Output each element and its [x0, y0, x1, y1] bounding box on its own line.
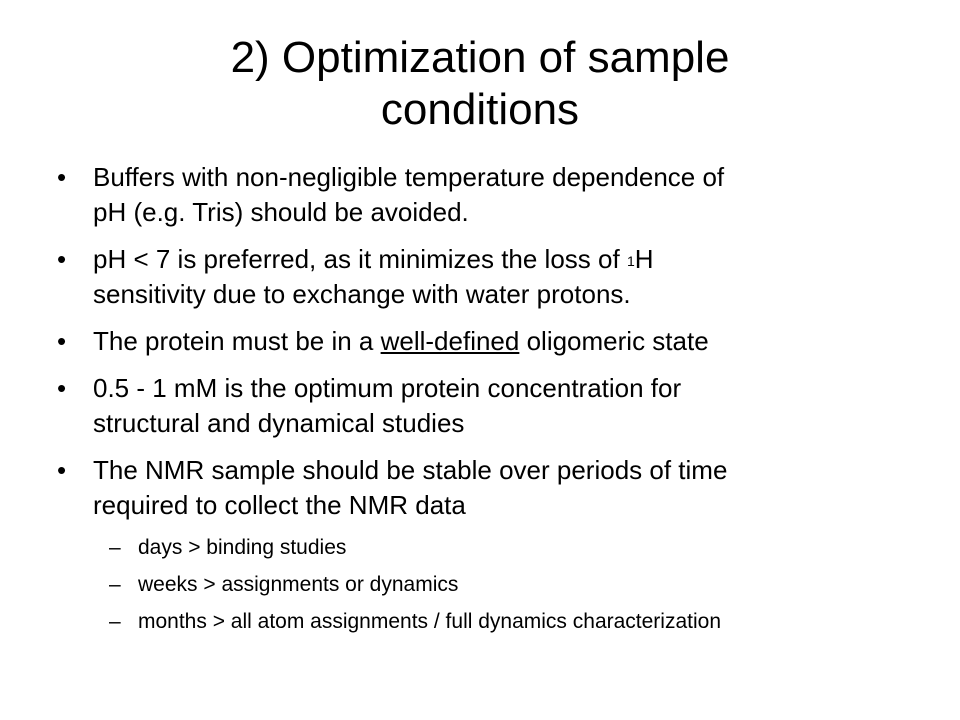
slide-title [60, 32, 900, 136]
sub-item-days [55, 535, 915, 561]
superscript-isotope: 1 [626, 253, 635, 269]
bullet-text-segment: The protein must be in a [93, 326, 381, 356]
bullet-dot: • [57, 373, 67, 403]
bullet-text-line [93, 242, 915, 277]
sub-item-text: months > all atom assignments / full dynamics characterization [138, 610, 722, 633]
title-line-1: 2) Optimization of sample [230, 33, 730, 82]
sub-item-dash: – [109, 573, 121, 596]
sub-item-months [55, 609, 915, 635]
sub-item-weeks [55, 572, 915, 598]
bullet-list [55, 160, 915, 646]
bullet-text-segment: H [634, 244, 654, 274]
bullet-item-protein-state [55, 324, 915, 359]
bullet-text-line: sensitivity due to exchange with water protons. [93, 279, 631, 309]
bullet-dot: • [57, 455, 67, 485]
bullet-item-stability [55, 453, 915, 523]
bullet-text-line: Buffers with non-negligible temperature dependence of [93, 162, 725, 192]
sub-item-text: days > binding studies [138, 536, 347, 559]
bullet-dot: • [57, 162, 67, 192]
underlined-text: well-defined [380, 326, 520, 356]
sub-item-dash: – [109, 536, 121, 559]
bullet-text-line [93, 324, 915, 359]
bullet-item-ph [55, 242, 915, 312]
bullet-text-segment: pH < 7 is preferred, as it minimizes the loss of [93, 244, 627, 274]
bullet-text-segment: oligomeric state [519, 326, 709, 356]
bullet-dot: • [57, 244, 67, 274]
bullet-text-line: pH (e.g. Tris) should be avoided. [93, 197, 469, 227]
bullet-text-line: structural and dynamical studies [93, 408, 465, 438]
bullet-text-line: The NMR sample should be stable over periods of time [93, 455, 728, 485]
bullet-dot: • [57, 326, 67, 356]
bullet-item-concentration [55, 371, 915, 441]
bullet-text-line: 0.5 - 1 mM is the optimum protein concentration for [93, 373, 682, 403]
sub-item-text: weeks > assignments or dynamics [138, 573, 459, 596]
sub-item-dash: – [109, 610, 121, 633]
bullet-text-line: required to collect the NMR data [93, 490, 466, 520]
bullet-item-buffers [55, 160, 915, 230]
title-line-2: conditions [380, 85, 580, 134]
